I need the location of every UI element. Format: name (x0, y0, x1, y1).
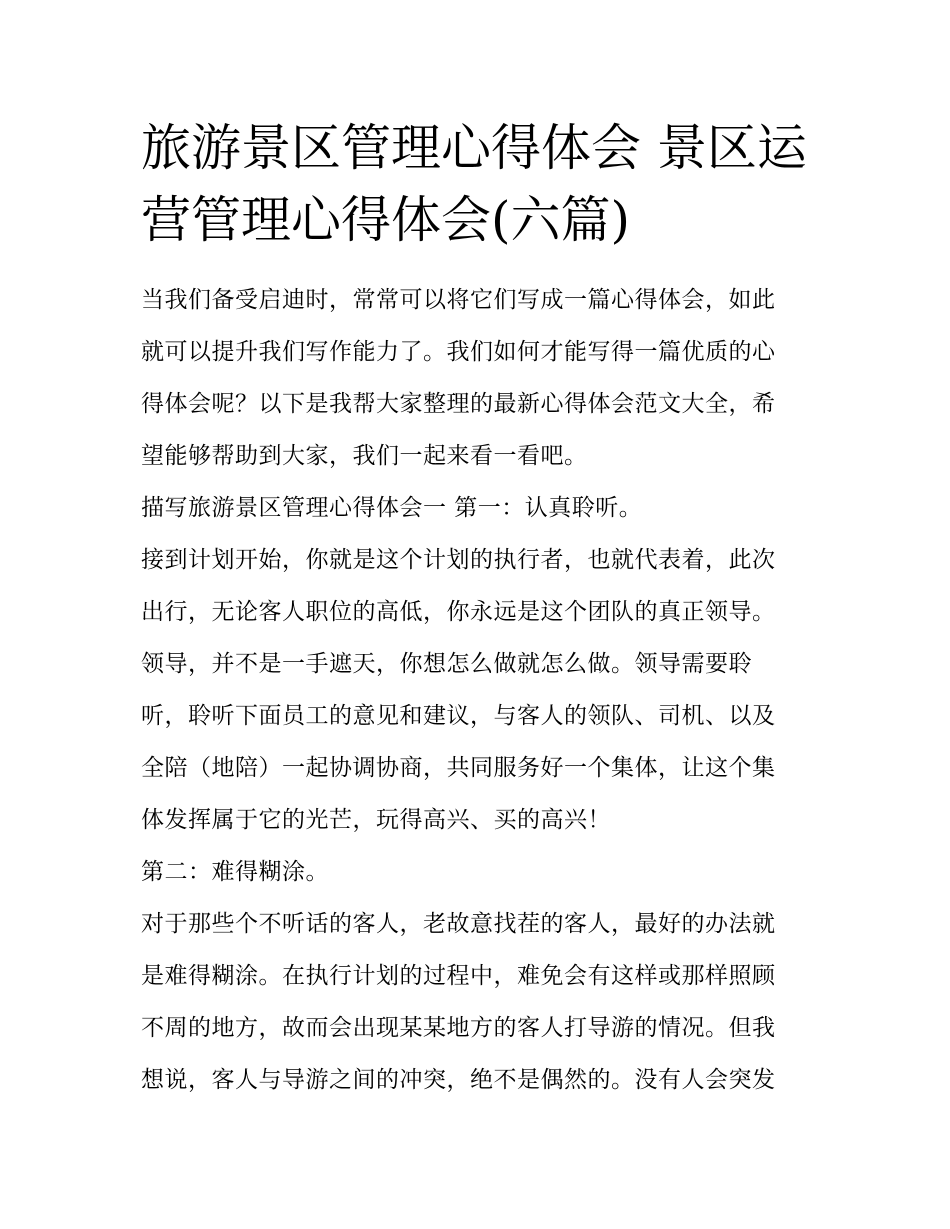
body-line: 想说，客人与导游之间的冲突，绝不是偶然的。没有人会突发 (141, 1067, 776, 1093)
body-line: 当我们备受启迪时，常常可以将它们写成一篇心得体会，如此 (141, 287, 776, 313)
body-line: 接到计划开始，你就是这个计划的执行者，也就代表着，此次 (141, 547, 776, 573)
title-line-1: 旅游景区管理心得体会 景区运 (141, 119, 807, 177)
body-line: 得体会呢？以下是我帮大家整理的最新心得体会范文大全，希 (141, 391, 776, 417)
document-title (141, 112, 821, 256)
body-line: 望能够帮助到大家，我们一起来看一看吧。 (141, 443, 588, 469)
section-heading: 第二：难得糊涂。 (141, 859, 329, 885)
body-line: 不周的地方，故而会出现某某地方的客人打导游的情况。但我 (141, 1015, 776, 1041)
body-line: 出行，无论客人职位的高低，你永远是这个团队的真正领导。 (141, 599, 776, 625)
title-line-2: 营管理心得体会(六篇) (141, 191, 631, 249)
body-line: 体发挥属于它的光芒，玩得高兴、买的高兴！ (141, 807, 611, 833)
section-heading: 描写旅游景区管理心得体会一 第一：认真聆听。 (141, 495, 643, 521)
body-line: 全陪（地陪）一起协调协商，共同服务好一个集体，让这个集 (141, 755, 776, 781)
body-line: 对于那些个不听话的客人，老故意找茬的客人，最好的办法就 (141, 911, 776, 937)
body-line: 领导，并不是一手遮天，你想怎么做就怎么做。领导需要聆 (141, 651, 752, 677)
body-line: 是难得糊涂。在执行计划的过程中，难免会有这样或那样照顾 (141, 963, 776, 989)
body-line: 就可以提升我们写作能力了。我们如何才能写得一篇优质的心 (141, 339, 776, 365)
document-body (141, 279, 821, 1111)
body-line: 听，聆听下面员工的意见和建议，与客人的领队、司机、以及 (141, 703, 776, 729)
